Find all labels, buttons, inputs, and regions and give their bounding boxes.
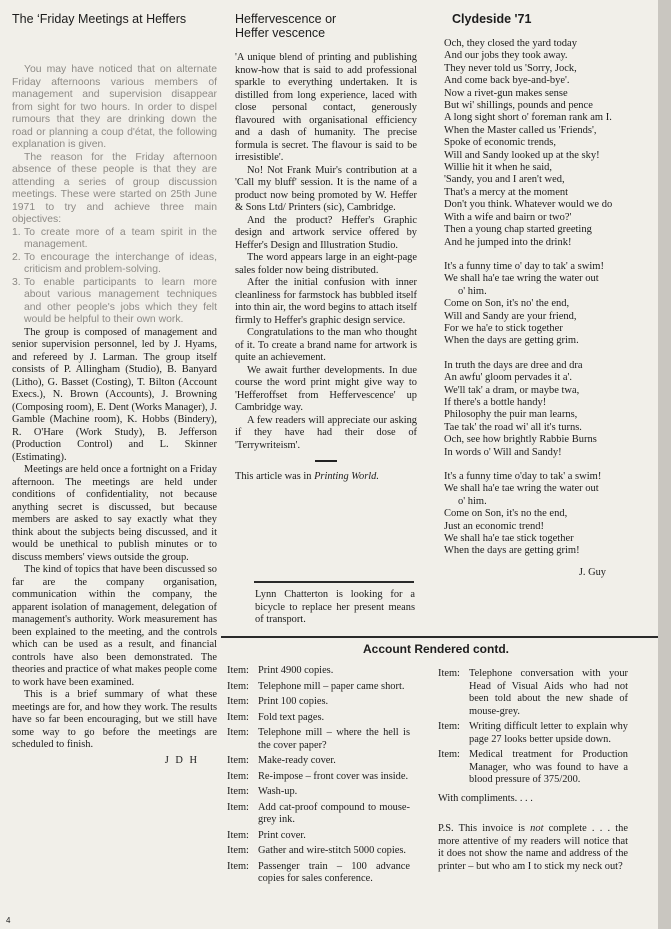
item-text: Telephone mill – paper came short.	[258, 680, 405, 692]
poem-chorus	[444, 261, 646, 348]
objectives-list	[12, 227, 217, 327]
account-item	[227, 755, 410, 768]
list-text: To create more of a team spirit in the management.	[24, 226, 217, 250]
poem-line: When the days are getting grim!	[444, 545, 580, 557]
item-text: Re-impose – front cover was inside.	[258, 770, 409, 782]
article-title-heffervescence-line1: Heffervescence or	[235, 12, 337, 26]
poem-line: They never told us 'Sorry, Jock,	[444, 62, 577, 74]
poem-title: Clydeside '71	[452, 12, 532, 26]
poem-line: We shall ha'e tae wring the water out	[444, 483, 599, 495]
poem-line: Now a rivet-gun makes sense	[444, 87, 568, 99]
list-text: To encourage the interchange of ideas, criticism and problem-solving.	[24, 251, 217, 275]
account-item	[227, 845, 410, 858]
poem-line: And our jobs they took away.	[444, 50, 568, 62]
column-clydeside-poem	[444, 12, 646, 579]
poem-line: Just an economic trend!	[444, 520, 545, 532]
page-edge	[658, 0, 671, 929]
paragraph: The reason for the Friday afternoon absence of these people is that they are attending a series of group discussion meetings. These were started on 25th June 1971 to try and achieve three main objectives:	[12, 151, 217, 225]
paragraph: You may have noticed that on alternate Friday afternoons various members of management and supervision disappear from sight for two hours. In order to dispel rumours that they are drinking down the road or planning a coup d'état, the following explanation is given.	[12, 64, 217, 150]
poem-chorus	[444, 471, 646, 558]
item-label: Item:	[227, 711, 249, 723]
compliments: With compliments. . . .	[438, 792, 533, 804]
article-title-heffervescence-line2: Heffer vescence	[235, 26, 326, 40]
list-text: To enable participants to learn more about various management techniques and other people's jobs which they felt would be helpful to their own work.	[24, 276, 217, 325]
account-item	[227, 861, 410, 886]
paragraph: The group is composed of management and senior supervision personnel, led by J. Hyams, and refereed by J. Larman. The group itself consists of P. Allingham (Studio), B. Banyard (Litho), G. Basset (Costing), T. Bilton (Account Execs.), N. Brown (Accounts), J. Browning (Composing room), E. Dent (Works Manager), J. Gamble (Machine room), K. Hobbs (Bindery), R. O'Hare (Work Study), B. Jefferson (Production Control) and L. Skinner (Estimating).	[12, 326, 217, 463]
poem-line: Och, see how brightly Rabbie Burns	[444, 434, 597, 446]
paragraph: This is a brief summary of what these meetings are for, and how they work. The results have so far been encouraging, but we still have some way to go before the meetings are scheduled to finish.	[12, 689, 217, 750]
postscript-emphasis: not	[530, 823, 544, 834]
list-item	[12, 227, 217, 252]
postscript	[438, 823, 628, 873]
poem-line: In words o' Will and Sandy!	[444, 446, 562, 458]
postscript-start: P.S. This invoice is	[438, 823, 531, 834]
short-divider	[315, 460, 337, 462]
paragraph: And the product? Heffer's Graphic design and artwork service offered by Heffer's Design and Illustration Studio.	[235, 214, 417, 251]
account-item	[438, 668, 628, 718]
poem-line: It's a funny time o' day to tak' a swim!	[444, 260, 604, 272]
poem-stanza	[444, 38, 646, 249]
poem-line: If there's a bottle handy!	[444, 396, 547, 408]
poem-line: Spoke of economic trends,	[444, 137, 556, 149]
poem-line: Tae tak' the road wi' all it's turns.	[444, 421, 582, 433]
account-item	[227, 830, 410, 843]
poem-line: That's a mercy at the moment	[444, 186, 569, 198]
poem-line: o' him.	[458, 285, 487, 297]
item-label: Item:	[227, 727, 249, 738]
poem-line: It's a funny time o'day to tak' a swim!	[444, 471, 602, 482]
item-label: Item:	[438, 749, 460, 760]
item-text: Telephone conversation with your Head of Visual Aids who had not been told about the new shade of mouse-grey.	[469, 668, 628, 717]
item-label: Item:	[227, 665, 249, 676]
poem-line: An awfu' gloom pervades it a'.	[444, 372, 572, 384]
paragraph: The word appears large in an eight-page sales folder now being distributed.	[235, 252, 417, 276]
paragraph: A few readers will appreciate our asking if they have had their dose of 'Terrywriteism'.	[235, 414, 417, 451]
poem-line: Come on Son, it's no' the end,	[444, 298, 570, 310]
item-label: Item:	[227, 801, 249, 813]
source-note-prefix: This article was in	[235, 471, 315, 482]
account-item	[227, 771, 410, 784]
poem-line: Och, they closed the yard today	[444, 38, 577, 49]
item-label: Item:	[227, 696, 249, 707]
poem-line: In truth the days are dree and dra	[444, 359, 583, 371]
item-label: Item:	[438, 721, 460, 732]
paragraph: No! Not Frank Muir's contribution at a 'Call my bluff' session. It is the name of a product now being promoted by W. Heffer & Sons Ltd/ Printers (sic), Cambridge.	[235, 164, 417, 213]
item-label: Item:	[227, 860, 249, 872]
paragraph: We await further developments. In due course the word print might give way to 'Hefferoffset from Heffervescence' up Cambridge way.	[235, 364, 417, 413]
poem-line: When the Master called us 'Friends',	[444, 124, 597, 136]
poem-line: Will and Sandy are your friend,	[444, 310, 577, 322]
poem-author: J. Guy	[578, 566, 606, 578]
paragraph: 'A unique blend of printing and publishing know-how that is said to add professional sparkle to everything undertaken. It is distilled from long experience, laced with close personal contact, generously flavoured with organisational efficiency and a dash of humanity. The precise formula is secret. The flavour is said to be irresistible'.	[235, 52, 417, 163]
item-text: Writing difficult letter to explain why page 27 looks better upside down.	[469, 721, 628, 745]
item-text: Fold text pages.	[258, 711, 325, 723]
item-text: Add cat-proof compound to mouse-grey ink.	[258, 801, 410, 825]
poem-line: When the days are getting grim.	[444, 335, 579, 347]
paragraph: Meetings are held once a fortnight on a Friday afternoon. The meetings are held under conditions of confidentiality, not because anything secret is discussed, but because members are asked to say exactly what they think about the subjects being discussed, and it would be unethical to publish minutes or to discuss members' views outside the group.	[12, 464, 217, 563]
list-number: 3.	[12, 276, 21, 288]
article-title-friday-meetings: The ‘Friday Meetings at Heffers	[12, 12, 187, 26]
poem-line: We shall ha'e tae stick together	[444, 533, 574, 545]
column-heffervescence	[235, 12, 417, 484]
item-text: Print 100 copies.	[258, 696, 329, 707]
poem-line: Philosophy the puir man learns,	[444, 409, 578, 421]
column-friday-meetings	[12, 12, 217, 767]
source-note-publication: Printing World.	[314, 471, 379, 482]
account-item	[227, 786, 410, 799]
list-number: 1.	[12, 226, 21, 238]
section-divider	[221, 636, 658, 638]
account-item	[438, 721, 628, 746]
account-item	[227, 712, 410, 725]
item-text: Wash-up.	[258, 786, 298, 797]
poem-line: A long sight short o' foreman rank am I.	[444, 112, 612, 124]
account-item	[227, 696, 410, 709]
bicycle-notice	[255, 589, 415, 627]
account-item	[227, 681, 410, 694]
item-text: Medical treatment for Production Manager, who was found to have a blood pressure of 375/200.	[469, 749, 628, 785]
account-item	[227, 802, 410, 827]
poem-line: o' him.	[458, 495, 487, 507]
account-items-right	[438, 668, 628, 873]
paragraph: The kind of topics that have been discussed so far are the company organisation, communication within the company, the apparent isolation of management, delegation of management's authority. Work measurement has been explained to the meeting, and the controls which can be used as a result, and financial controls have also been demonstrated. The theories and practice of what makes people come to work have been examined.	[12, 564, 217, 688]
paragraph: Lynn Chatterton is looking for a bicycle to replace her present means of transport.	[255, 589, 415, 625]
poem-stanza	[444, 360, 646, 459]
item-label: Item:	[438, 668, 460, 679]
item-text: Make-ready cover.	[258, 755, 336, 766]
divider-line	[254, 581, 414, 583]
list-number: 2.	[12, 251, 21, 263]
list-item	[12, 252, 217, 277]
account-item	[438, 749, 628, 787]
poem-line: Willie hit it when he said,	[444, 162, 553, 174]
item-label: Item:	[227, 845, 249, 856]
poem-line: But wi' shillings, pounds and pence	[444, 100, 593, 112]
item-label: Item:	[227, 680, 249, 692]
poem-line: Come on Son, it's no the end,	[444, 508, 568, 520]
account-heading: Account Rendered contd.	[362, 642, 509, 656]
account-item	[227, 665, 410, 678]
poem-line: And he jumped into the drink!	[444, 236, 572, 248]
paragraph: Congratulations to the man who thought of it. To create a brand name for artwork is quite an achievement.	[235, 327, 417, 363]
poem-line: And come back bye-and-bye'.	[444, 75, 570, 87]
item-label: Item:	[227, 755, 249, 766]
poem-line: For we ha'e to stick together	[444, 322, 563, 334]
item-text: Telephone mill – where the hell is the cover paper?	[258, 727, 410, 751]
poem-line: With a wife and bairn or two?'	[444, 211, 572, 223]
item-label: Item:	[227, 786, 249, 797]
poem-line: We shall ha'e tae wring the water out	[444, 273, 599, 285]
signature: J D H	[164, 754, 199, 766]
poem-line: We'll tak' a dram, or maybe twa,	[444, 384, 580, 396]
item-label: Item:	[227, 770, 249, 782]
item-text: Passenger train – 100 advance copies for sales conference.	[258, 860, 410, 884]
account-items-left	[227, 665, 410, 889]
paragraph: After the initial confusion with inner cleanliness for farmstock has bubbled itself into thin air, the word begins to attach itself firmly to Heffer's graphic design service.	[235, 277, 417, 326]
item-text: Print 4900 copies.	[258, 665, 334, 676]
item-text: Print cover.	[258, 829, 306, 841]
source-note	[235, 471, 417, 484]
poem-line: Then a young chap started greeting	[444, 224, 592, 236]
page-number: 4	[6, 916, 11, 925]
item-text: Gather and wire-stitch 5000 copies.	[258, 845, 407, 856]
item-label: Item:	[227, 829, 249, 841]
list-item	[12, 277, 217, 327]
postscript-end: complete . . . the more attentive of my readers will notice that it does not show the name and address of the printer – but who am I to stick my neck out?	[438, 823, 628, 872]
poem-line: Will and Sandy looked up at the sky!	[444, 149, 600, 161]
account-item	[227, 727, 410, 752]
poem-line: 'Sandy, you and I aren't wed,	[444, 174, 565, 186]
poem-line: Don't you think. Whatever would we do	[444, 199, 613, 211]
